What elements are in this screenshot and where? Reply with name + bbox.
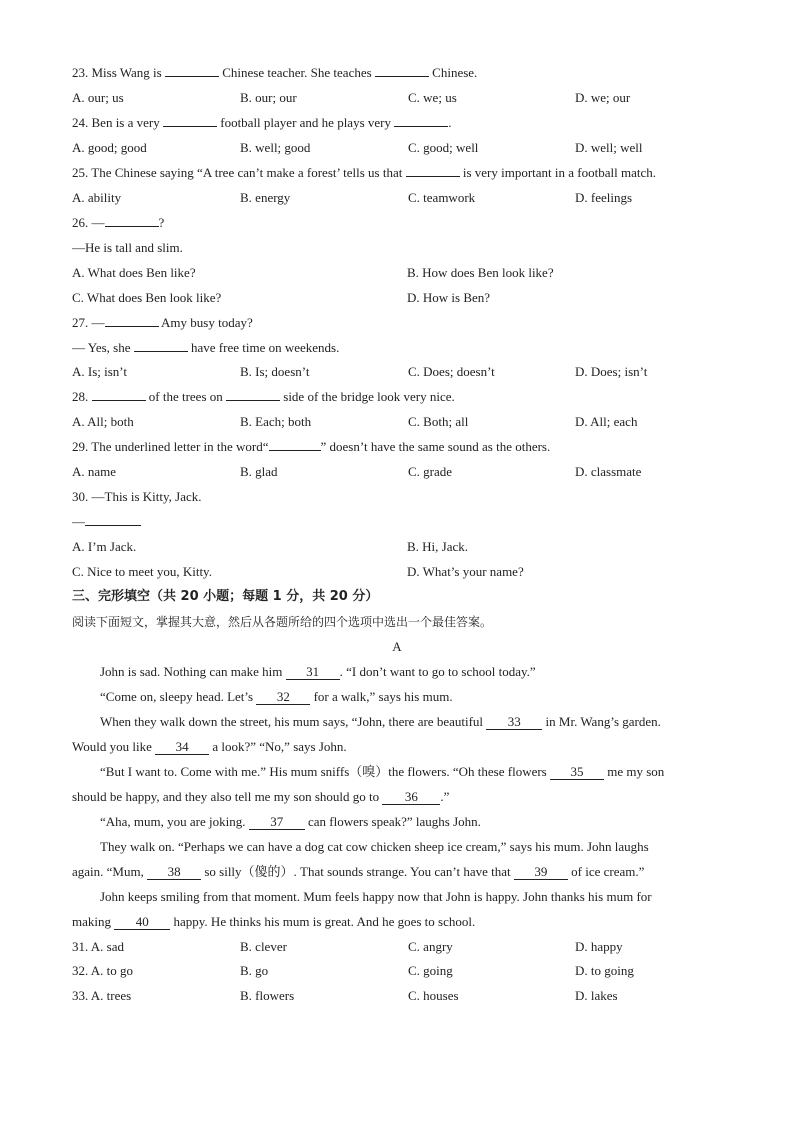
option-b: B. our; our: [240, 90, 297, 105]
question-text: 26. —: [72, 215, 105, 230]
numbered-blank-36: 36: [382, 789, 440, 805]
numbered-blank-33: 33: [486, 714, 542, 730]
option-d: D. well; well: [575, 140, 643, 155]
passage-text: happy. He thinks his mum is great. And he goes to school.: [173, 914, 476, 929]
section-instruction: 阅读下面短文，掌握其大意，然后从各题所给的四个选项中选出一个最佳答案。: [72, 615, 493, 629]
answer-blank: [134, 338, 188, 352]
question-text: is very important in a football match.: [462, 165, 656, 180]
option-c: C. going: [408, 963, 453, 978]
option-d: D. happy: [575, 939, 623, 954]
numbered-blank-38: 38: [147, 864, 201, 880]
option-b: B. clever: [240, 939, 287, 954]
passage-text: can flowers speak?” laughs John.: [308, 814, 481, 829]
option-b: B. energy: [240, 190, 291, 205]
answer-blank: [269, 437, 321, 451]
option-d: D. classmate: [575, 464, 642, 479]
numbered-blank-35: 35: [550, 764, 604, 780]
passage-text: . “I don’t want to go to school today.”: [339, 664, 536, 679]
question-text: 23. Miss Wang is: [72, 65, 162, 80]
option-d: D. What’s your name?: [407, 564, 524, 579]
passage-text: a look?” “No,” says John.: [212, 739, 347, 754]
dialogue-reply: [72, 512, 141, 532]
passage-line: [100, 687, 453, 707]
passage-text: “Aha, mum, you are joking.: [100, 814, 246, 829]
question-23: [72, 63, 477, 83]
option-a: A. ability: [72, 190, 122, 205]
question-text: ” doesn’t have the same sound as the others.: [320, 439, 551, 454]
question-text: —: [72, 514, 85, 529]
passage-text: When they walk down the street, his mum says, “John, there are beautiful: [100, 714, 484, 729]
option-d: D. lakes: [575, 988, 618, 1003]
question-text: .: [448, 115, 452, 130]
passage-text: “Come on, sleepy head. Let’s: [100, 689, 254, 704]
passage-text: me my son: [607, 764, 665, 779]
answer-blank: [406, 163, 460, 177]
passage-text: John is sad. Nothing can make him: [100, 664, 283, 679]
option-a: A. I’m Jack.: [72, 539, 137, 554]
option-b: B. How does Ben look like?: [407, 265, 554, 280]
option-c: C. Does; doesn’t: [408, 364, 495, 379]
option-d: D. feelings: [575, 190, 633, 205]
answer-blank: [226, 387, 280, 401]
answer-blank: [375, 63, 429, 77]
option-d: D. we; our: [575, 90, 631, 105]
option-c: C. Both; all: [408, 414, 469, 429]
question-text: Chinese teacher. She teaches: [222, 65, 372, 80]
question-text: 24. Ben is a very: [72, 115, 160, 130]
question-text: 29. The underlined letter in the word“: [72, 439, 269, 454]
question-text: ?: [158, 215, 165, 230]
passage-text: again. “Mum,: [72, 864, 144, 879]
question-text: 25. The Chinese saying “A tree can’t make a forest’ tells us that: [72, 165, 403, 180]
numbered-blank-37: 37: [249, 814, 305, 830]
option-c: C. grade: [408, 464, 453, 479]
dialogue-reply: [72, 338, 339, 358]
question-text: of the trees on: [148, 389, 223, 404]
numbered-blank-40: 40: [114, 914, 170, 930]
question-text: — Yes, she: [72, 340, 131, 355]
numbered-blank-34: 34: [155, 739, 209, 755]
option-d: D. Does; isn’t: [575, 364, 648, 379]
question-27: [72, 313, 253, 333]
passage-line: [72, 787, 449, 807]
passage-text: Would you like: [72, 739, 152, 754]
question-text: have free time on weekends.: [191, 340, 340, 355]
passage-text: making: [72, 914, 111, 929]
option-d: D. How is Ben?: [407, 290, 491, 305]
option-a: 31. A. sad: [72, 939, 124, 954]
passage-line: [72, 737, 347, 757]
question-24: [72, 113, 451, 133]
numbered-blank-32: 32: [256, 689, 310, 705]
option-c: C. angry: [408, 939, 453, 954]
option-c: C. houses: [408, 988, 459, 1003]
question-29: [72, 437, 550, 457]
passage-label: A: [392, 639, 402, 654]
passage-text: so silly（傻的）. That sounds strange. You can’t have that: [204, 864, 511, 879]
option-b: B. Hi, Jack.: [407, 539, 469, 554]
dialogue-reply: —He is tall and slim.: [72, 240, 183, 255]
option-a: A. name: [72, 464, 117, 479]
answer-blank: [105, 213, 159, 227]
option-a: A. our; us: [72, 90, 124, 105]
option-b: B. Is; doesn’t: [240, 364, 310, 379]
question-28: [72, 387, 455, 407]
passage-text: in Mr. Wang’s garden.: [545, 714, 661, 729]
option-a: A. All; both: [72, 414, 134, 429]
answer-blank: [163, 113, 217, 127]
passage-line: [100, 762, 664, 782]
question-text: Amy busy today?: [161, 315, 253, 330]
answer-blank: [394, 113, 448, 127]
option-b: B. go: [240, 963, 269, 978]
option-d: D. All; each: [575, 414, 638, 429]
passage-line: [100, 712, 661, 732]
question-text: 27. —: [72, 315, 105, 330]
passage-text: should be happy, and they also tell me my son should go to: [72, 789, 380, 804]
option-a: 32. A. to go: [72, 963, 134, 978]
numbered-blank-39: 39: [514, 864, 568, 880]
question-text: football player and he plays very: [220, 115, 391, 130]
question-text: Chinese.: [432, 65, 478, 80]
passage-text: “But I want to. Come with me.” His mum sniffs（嗅）the flowers. “Oh these flowers: [100, 764, 547, 779]
answer-blank: [165, 63, 219, 77]
option-b: B. flowers: [240, 988, 295, 1003]
option-c: C. What does Ben look like?: [72, 290, 222, 305]
option-a: 33. A. trees: [72, 988, 132, 1003]
option-a: A. good; good: [72, 140, 147, 155]
passage-line: They walk on. “Perhaps we can have a dog cat cow chicken sheep ice cream,” says his mum. John laughs: [100, 839, 649, 854]
question-26: [72, 213, 164, 233]
question-text: 28.: [72, 389, 89, 404]
option-c: C. teamwork: [408, 190, 476, 205]
option-d: D. to going: [575, 963, 634, 978]
passage-text: for a walk,” says his mum.: [313, 689, 453, 704]
option-b: B. well; good: [240, 140, 311, 155]
answer-blank: [105, 313, 159, 327]
passage-line: [72, 862, 644, 882]
passage-text: .”: [440, 789, 450, 804]
passage-line: [100, 662, 536, 682]
numbered-blank-31: 31: [286, 664, 340, 680]
passage-line: [72, 912, 475, 932]
passage-line: John keeps smiling from that moment. Mum feels happy now that John is happy. John thanks his mum for: [100, 889, 652, 904]
answer-blank: [85, 512, 141, 526]
question-25: [72, 163, 656, 183]
answer-blank: [92, 387, 146, 401]
question-30: 30. —This is Kitty, Jack.: [72, 489, 202, 504]
question-text: side of the bridge look very nice.: [283, 389, 455, 404]
option-b: B. Each; both: [240, 414, 312, 429]
option-b: B. glad: [240, 464, 278, 479]
option-a: A. What does Ben like?: [72, 265, 196, 280]
option-c: C. Nice to meet you, Kitty.: [72, 564, 212, 579]
option-c: C. good; well: [408, 140, 479, 155]
passage-text: of ice cream.”: [571, 864, 645, 879]
option-c: C. we; us: [408, 90, 457, 105]
option-a: A. Is; isn’t: [72, 364, 128, 379]
passage-line: [100, 812, 481, 832]
section-heading: 三、完形填空（共 20 小题；每题 1 分，共 20 分）: [72, 589, 379, 604]
